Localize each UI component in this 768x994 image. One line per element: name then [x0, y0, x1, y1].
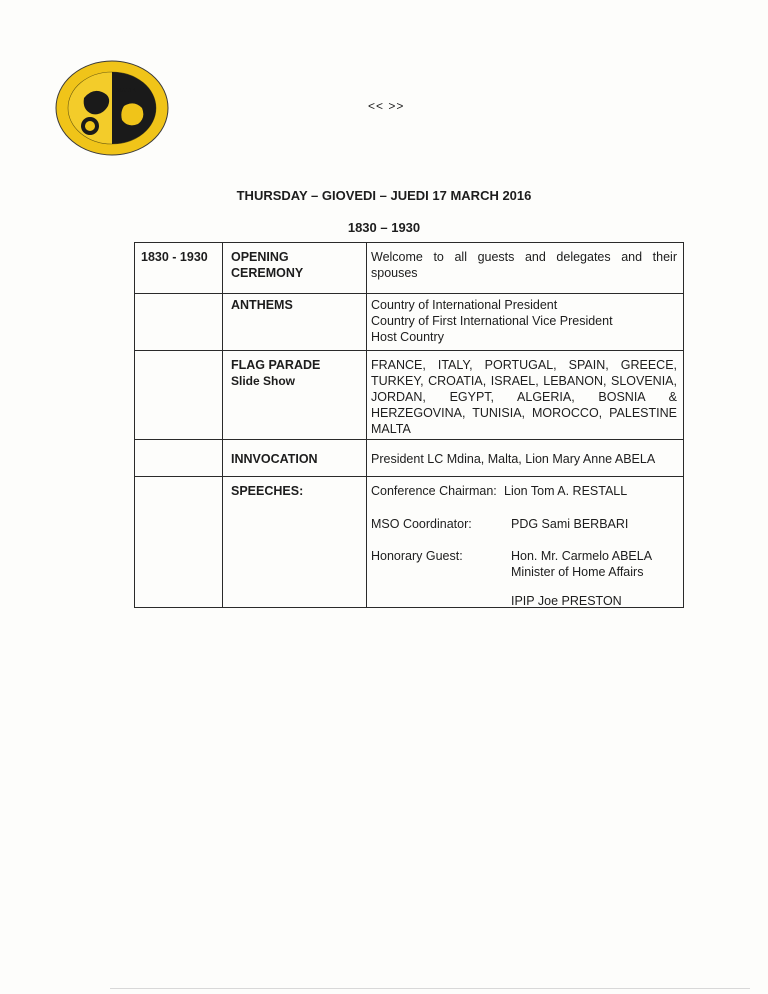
- table-row-divider: [135, 439, 683, 440]
- item-label: ANTHEMS: [231, 298, 293, 312]
- lions-malta-logo: [54, 58, 170, 158]
- page-edge-line: [110, 988, 750, 989]
- logo-center-text: MALTA: [116, 88, 137, 94]
- speech-name: PDG Sami BERBARI: [511, 517, 629, 531]
- table-column-divider: [366, 243, 367, 607]
- navigation-arrows[interactable]: << >>: [368, 99, 405, 113]
- detail-invocation: President LC Mdina, Malta, Lion Mary Anne ABELA: [371, 452, 656, 466]
- anthem-line: Country of First International Vice President: [371, 314, 613, 328]
- item-opening-ceremony: [231, 249, 363, 281]
- speech-role: MSO Coordinator:: [371, 517, 472, 531]
- speech-role: Conference Chairman:: [371, 484, 497, 498]
- item-label: FLAG PARADE: [231, 358, 321, 372]
- detail-anthems: [371, 297, 677, 345]
- speech-role: Honorary Guest:: [371, 549, 463, 563]
- detail-opening-ceremony: Welcome to all guests and delegates and their spouses: [371, 250, 677, 280]
- anthem-line: Host Country: [371, 330, 444, 344]
- table-row-divider: [135, 350, 683, 351]
- detail-flag-parade: FRANCE, ITALY, PORTUGAL, SPAIN, GREECE, TURKEY, CROATIA, ISRAEL, LEBANON, SLOVENIA, JORDAN, EGYPT, ALGERIA, BOSNIA & HERZEGOVINA, TUNISIA, MOROCCO, PALESTINE MALTA: [371, 358, 677, 436]
- item-label: SPEECHES:: [231, 484, 304, 498]
- item-speeches: [231, 483, 363, 499]
- item-anthems: [231, 297, 363, 313]
- speech-name: Lion Tom A. RESTALL: [504, 484, 628, 498]
- item-flag-parade: [231, 357, 363, 389]
- page-title-date: THURSDAY – GIOVEDI – JUEDI 17 MARCH 2016: [236, 188, 532, 203]
- item-label: INNVOCATION: [231, 452, 318, 466]
- table-row-divider: [135, 476, 683, 477]
- table-column-divider: [222, 243, 223, 607]
- speech-name: Hon. Mr. Carmelo ABELA: [511, 549, 653, 563]
- speech-name: IPIP Joe PRESTON: [511, 594, 622, 608]
- time-slot: 1830 - 1930: [141, 250, 208, 264]
- schedule-table: [134, 242, 684, 608]
- page-subtitle-time: 1830 – 1930: [347, 220, 421, 235]
- item-invocation: [231, 451, 363, 467]
- speech-name-title: Minister of Home Affairs: [511, 565, 644, 579]
- table-row-divider: [135, 293, 683, 294]
- item-sublabel: Slide Show: [231, 374, 296, 388]
- anthem-line: Country of International President: [371, 298, 558, 312]
- item-label: OPENING CEREMONY: [231, 250, 304, 280]
